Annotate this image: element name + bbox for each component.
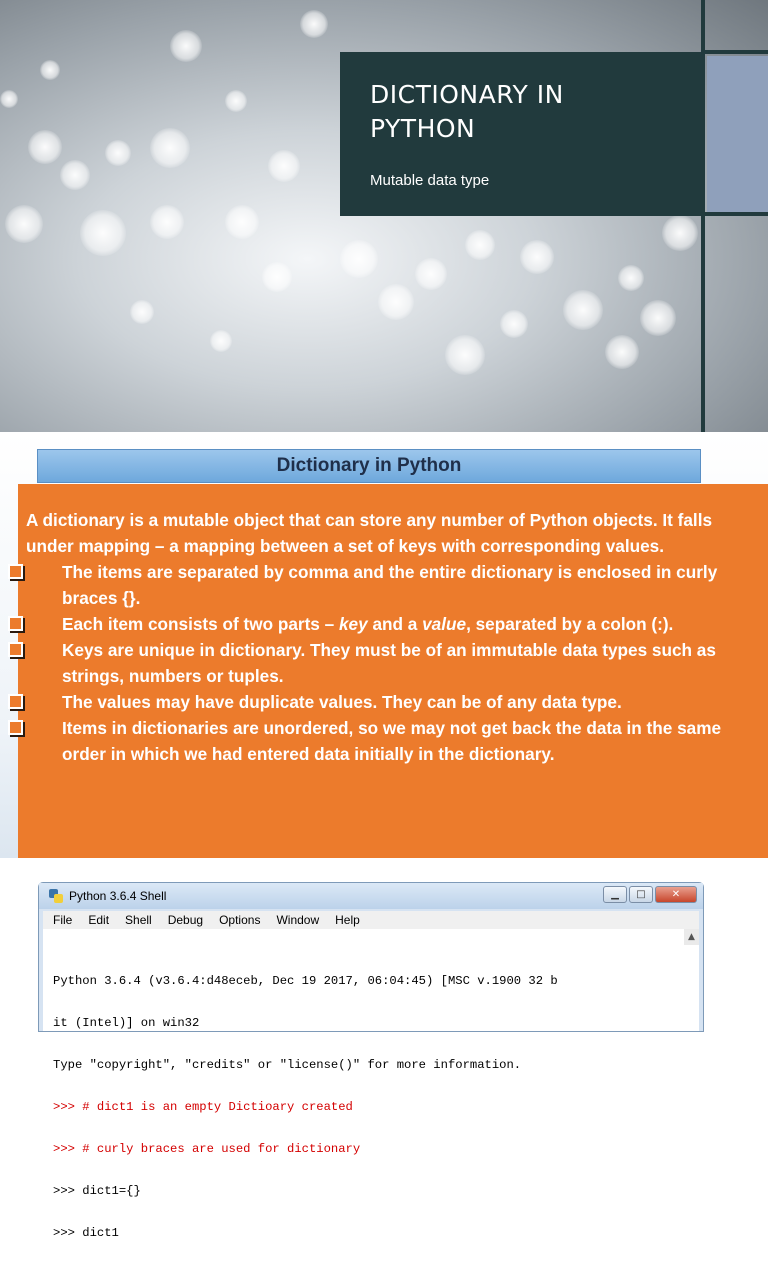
- slide-heading-bar: [37, 449, 701, 483]
- window-title: Python 3.6.4 Shell: [69, 889, 167, 903]
- maximize-button[interactable]: □: [629, 886, 653, 903]
- checkbox-bullet-icon: [8, 642, 23, 657]
- bullet-text-pre: Each item consists of two parts –: [62, 614, 339, 634]
- menu-shell[interactable]: Shell: [125, 913, 152, 927]
- checkbox-bullet-icon: [8, 720, 23, 735]
- list-item: [6, 637, 768, 689]
- checkbox-bullet-icon: [8, 564, 23, 579]
- scroll-up-arrow-icon[interactable]: ▲: [684, 929, 699, 945]
- list-item: [6, 689, 768, 715]
- minimize-button[interactable]: ▁: [603, 886, 627, 903]
- shell-slide: [0, 858, 768, 1240]
- shell-comment-line: >>> # dict1 is an empty Dictioary created: [53, 1100, 353, 1114]
- list-item: [6, 611, 768, 637]
- bullet-key-word: key: [338, 614, 368, 634]
- window-controls: [603, 886, 697, 903]
- slide-heading: Dictionary in Python: [276, 455, 462, 476]
- checkbox-bullet-icon: [8, 694, 23, 709]
- definition-box: [18, 484, 768, 858]
- bullet-value-word: value: [422, 614, 467, 634]
- python-shell-window: [38, 882, 704, 1240]
- menu-edit[interactable]: Edit: [88, 913, 110, 927]
- title-slide: [0, 0, 768, 432]
- slide-subtitle: Mutable data type: [370, 172, 490, 189]
- list-item: [6, 715, 768, 767]
- menu-debug[interactable]: Debug: [167, 913, 204, 927]
- bullet-text: The items are separated by comma and the entire dictionary is enclosed in curly braces {}.: [62, 562, 718, 608]
- divider-line: [701, 50, 768, 54]
- shell-line: Python 3.6.4 (v3.6.4:d48eceb, Dec 19 2017, 06:04:45) [MSC v.1900 32 b: [53, 974, 558, 988]
- window-titlebar[interactable]: [39, 883, 703, 909]
- content-slide: [0, 432, 768, 858]
- bullet-text-post: , separated by a colon (:).: [466, 614, 674, 634]
- bullet-text: Items in dictionaries are unordered, so we may not get back the data in the same order in which we had entered data initially in the dictionary.: [62, 718, 722, 764]
- menu-window[interactable]: Window: [276, 913, 320, 927]
- shell-line: >>> dict1={}: [53, 1184, 141, 1198]
- shell-comment-line: >>> # curly braces are used for dictionary: [53, 1142, 361, 1156]
- bullet-list: [6, 559, 768, 767]
- shell-output[interactable]: [43, 929, 699, 1240]
- bullet-text: The values may have duplicate values. They can be of any data type.: [62, 692, 622, 712]
- shell-line: it (Intel)] on win32: [53, 1016, 200, 1030]
- menu-options[interactable]: Options: [219, 913, 261, 927]
- intro-paragraph: A dictionary is a mutable object that can store any number of Python objects. It falls under mapping – a mapping between a set of keys with corresponding values.: [26, 510, 713, 556]
- bullet-text: Keys are unique in dictionary. They must be of an immutable data types such as strings, numbers or tuples.: [62, 640, 716, 686]
- divider-line: [701, 212, 768, 216]
- list-item: [6, 559, 768, 611]
- close-button[interactable]: ✕: [655, 886, 697, 903]
- shell-line: >>> dict1: [53, 1226, 119, 1240]
- accent-block: [707, 56, 768, 212]
- slide-title: DICTIONARY IN PYTHON: [370, 80, 564, 143]
- shell-line: Type "copyright", "credits" or "license()" for more information.: [53, 1058, 522, 1072]
- menu-file[interactable]: File: [53, 913, 73, 927]
- menu-help[interactable]: Help: [335, 913, 360, 927]
- title-box: [340, 52, 702, 216]
- checkbox-bullet-icon: [8, 616, 23, 631]
- bullet-text-mid: and a: [367, 614, 423, 634]
- python-logo-icon: [49, 889, 63, 903]
- menu-bar: [43, 911, 699, 929]
